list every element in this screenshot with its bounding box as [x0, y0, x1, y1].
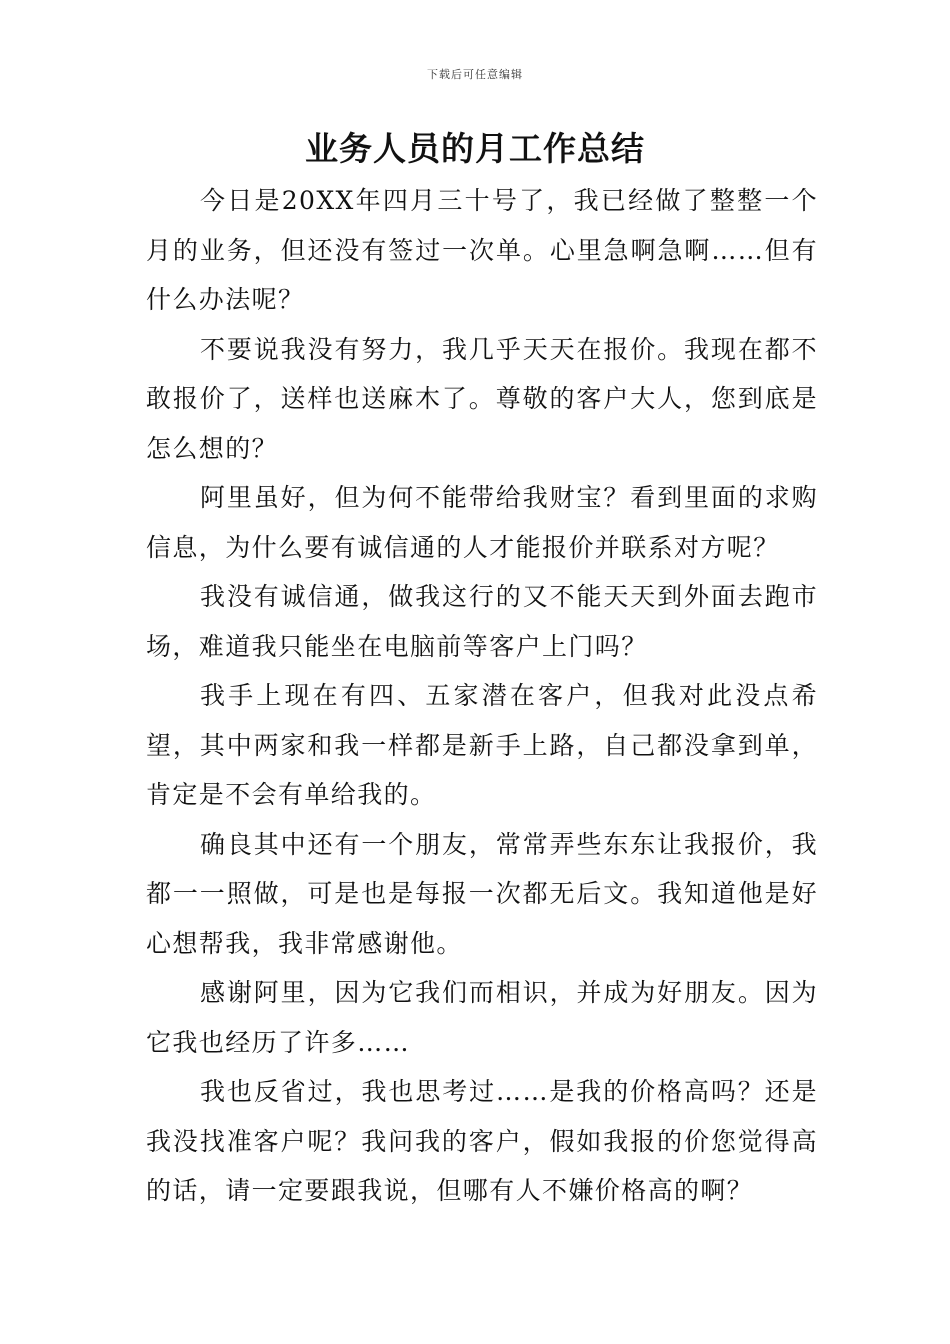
paragraph: 阿里虽好，但为何不能带给我财宝？看到里面的求购信息，为什么要有诚信通的人才能报价并联系对方呢？: [146, 483, 818, 562]
header-note: 下载后可任意编辑: [427, 68, 523, 81]
paragraph: 感谢阿里，因为它我们而相识，并成为好朋友。因为它我也经历了许多……: [146, 978, 818, 1057]
paragraph: 不要说我没有努力，我几乎天天在报价。我现在都不敢报价了，送样也送麻木了。尊敬的客户大人，您到底是怎么想的？: [146, 334, 818, 463]
document-body: [146, 176, 818, 1216]
paragraph: 我没有诚信通，做我这行的又不能天天到外面去跑市场，难道我只能坐在电脑前等客户上门吗？: [146, 582, 818, 661]
paragraph: 我也反省过，我也思考过……是我的价格高吗？还是我没找准客户呢？我问我的客户，假如我报的价您觉得高的话，请一定要跟我说，但哪有人不嫌价格高的啊？: [146, 1077, 818, 1205]
paragraph: 确良其中还有一个朋友，常常弄些东东让我报价，我都一一照做，可是也是每报一次都无后文。我知道他是好心想帮我，我非常感谢他。: [146, 829, 818, 958]
paragraph: 我手上现在有四、五家潜在客户，但我对此没点希望，其中两家和我一样都是新手上路，自己都没拿到单，肯定是不会有单给我的。: [146, 681, 818, 809]
paragraph: 今日是20XX年四月三十号了，我已经做了整整一个月的业务，但还没有签过一次单。心里急啊急啊……但有什么办法呢？: [146, 186, 818, 314]
document-title: 业务人员的月工作总结: [305, 129, 645, 168]
